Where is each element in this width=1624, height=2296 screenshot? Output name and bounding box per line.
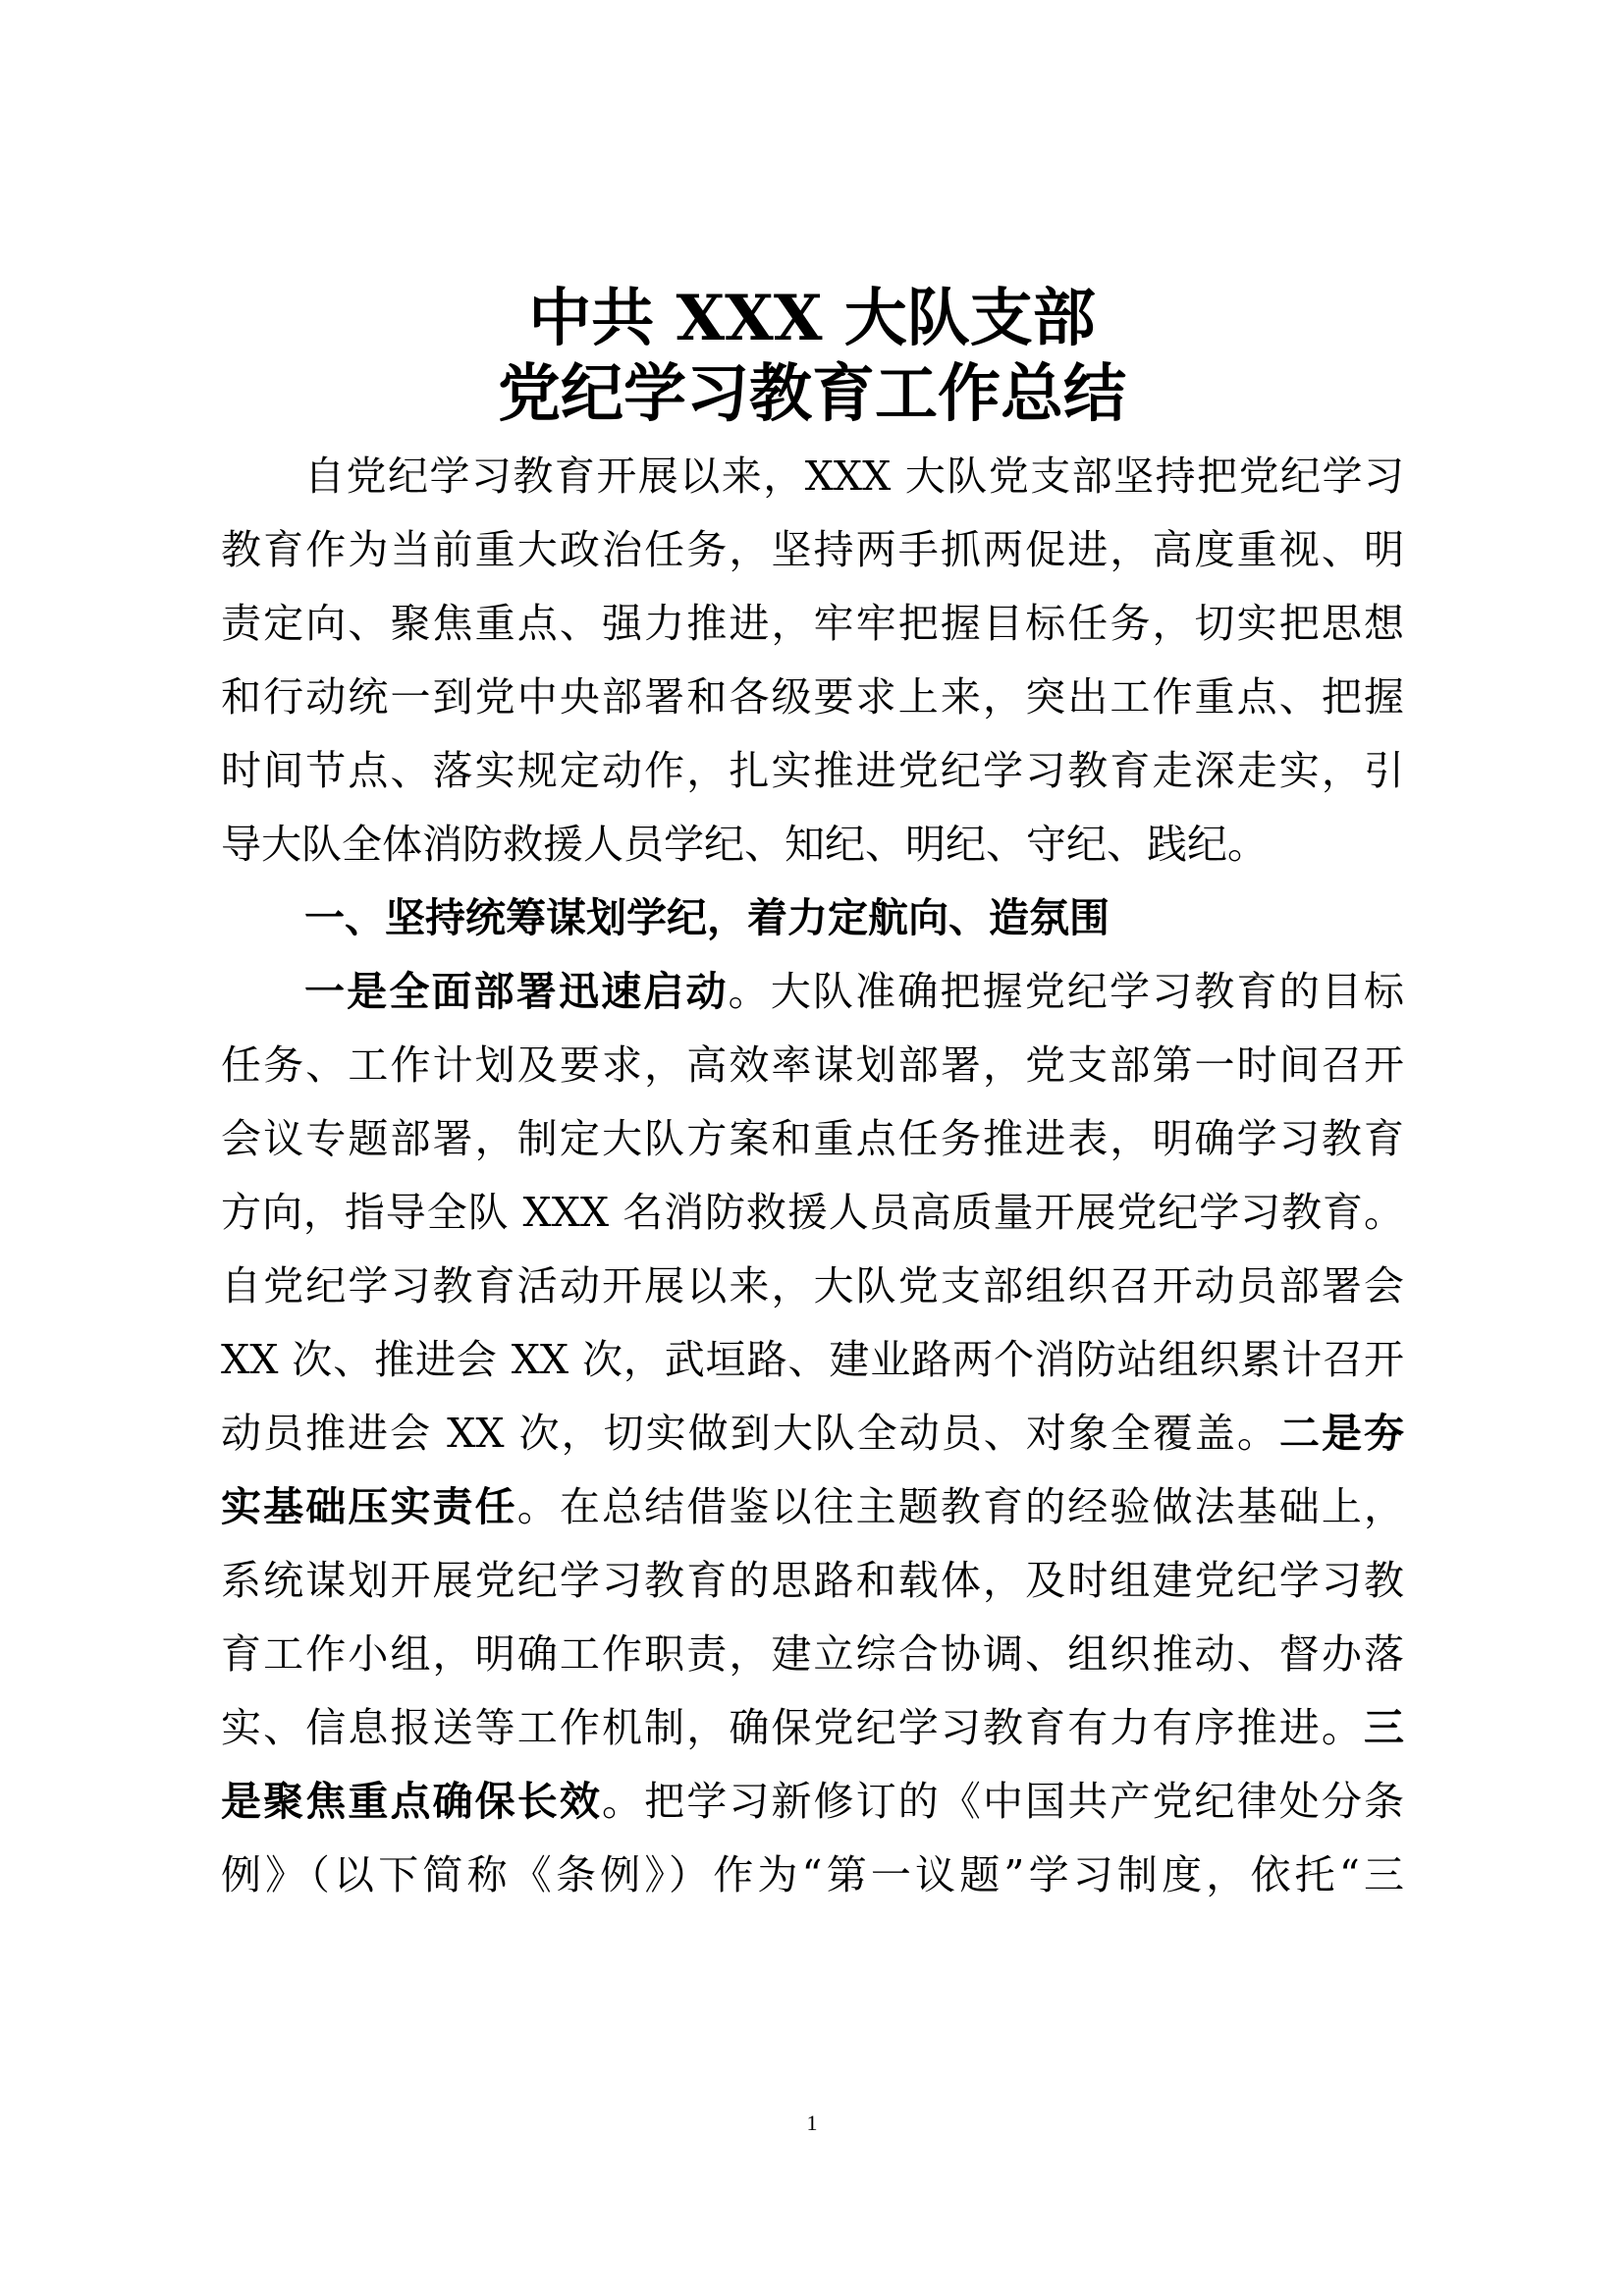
point-3-label-start: 三 <box>1364 1704 1404 1751</box>
point-1-text: 。大队准确把握党纪学习教育的目标 <box>728 968 1404 1015</box>
section-1-line: 育工作小组，明确工作职责，建立综合协调、组织推动、督办落 <box>221 1630 1404 1678</box>
intro-paragraph-line: 时间节点、落实规定动作，扎实推进党纪学习教育走深走实，引 <box>221 747 1404 794</box>
point-2-label-start: 二是夯 <box>1278 1410 1404 1457</box>
point-2-text-end: 实、信息报送等工作机制，确保党纪学习教育有力有序推进。 <box>221 1704 1364 1751</box>
section-1-line: 任务、工作计划及要求，高效率谋划部署，党支部第一时间召开 <box>221 1041 1404 1089</box>
point-3-label-end: 是聚焦重点确保长效 <box>221 1778 602 1825</box>
section-1-line: 自党纪学习教育活动开展以来，大队党支部组织召开动员部署会 <box>221 1262 1404 1309</box>
point-1-label: 一是全面部署迅速启动 <box>304 968 729 1015</box>
section-1-line: XX 次、推进会 XX 次，武垣路、建业路两个消防站组织累计召开 <box>221 1336 1404 1383</box>
section-1-heading: 一、坚持统筹谋划学纪，着力定航向、造氛围 <box>304 894 1110 941</box>
section-1-line <box>221 1772 1404 1831</box>
document-title-line-1: 中共 XXX 大队支部 <box>528 282 1096 355</box>
document-title-line-2: 党纪学习教育工作总结 <box>498 357 1126 431</box>
section-1-line: 方向，指导全队 XXX 名消防救援人员高质量开展党纪学习教育。 <box>221 1189 1404 1236</box>
section-1-line <box>304 962 1404 1021</box>
intro-paragraph-line: 和行动统一到党中央部署和各级要求上来，突出工作重点、把握 <box>221 673 1404 721</box>
section-1-line: 例》（以下简称《条例》）作为“第一议题”学习制度，依托“三 <box>221 1851 1404 1898</box>
point-1-text-end: 动员推进会 XX 次，切实做到大队全动员、对象全覆盖。 <box>221 1410 1279 1457</box>
point-3-text: 。把学习新修订的《中国共产党纪律处分条 <box>602 1778 1404 1825</box>
intro-paragraph-line: 导大队全体消防救援人员学纪、知纪、明纪、守纪、践纪。 <box>221 821 1268 868</box>
page-number: 1 <box>806 2110 818 2135</box>
point-2-text: 。在总结借鉴以往主题教育的经验做法基础上， <box>516 1483 1404 1530</box>
point-2-label-end: 实基础压实责任 <box>221 1483 517 1530</box>
section-1-line <box>221 1404 1404 1463</box>
section-1-line: 系统谋划开展党纪学习教育的思路和载体，及时组建党纪学习教 <box>221 1557 1404 1604</box>
section-1-line: 会议专题部署，制定大队方案和重点任务推进表，明确学习教育 <box>221 1115 1404 1162</box>
section-1-line <box>221 1477 1404 1536</box>
section-1-line <box>221 1698 1404 1757</box>
intro-paragraph-line: 教育作为当前重大政治任务，坚持两手抓两促进，高度重视、明 <box>221 526 1404 573</box>
intro-paragraph-line: 自党纪学习教育开展以来，XXX 大队党支部坚持把党纪学习 <box>304 453 1404 500</box>
intro-paragraph-line: 责定向、聚焦重点、强力推进，牢牢把握目标任务，切实把思想 <box>221 600 1404 647</box>
